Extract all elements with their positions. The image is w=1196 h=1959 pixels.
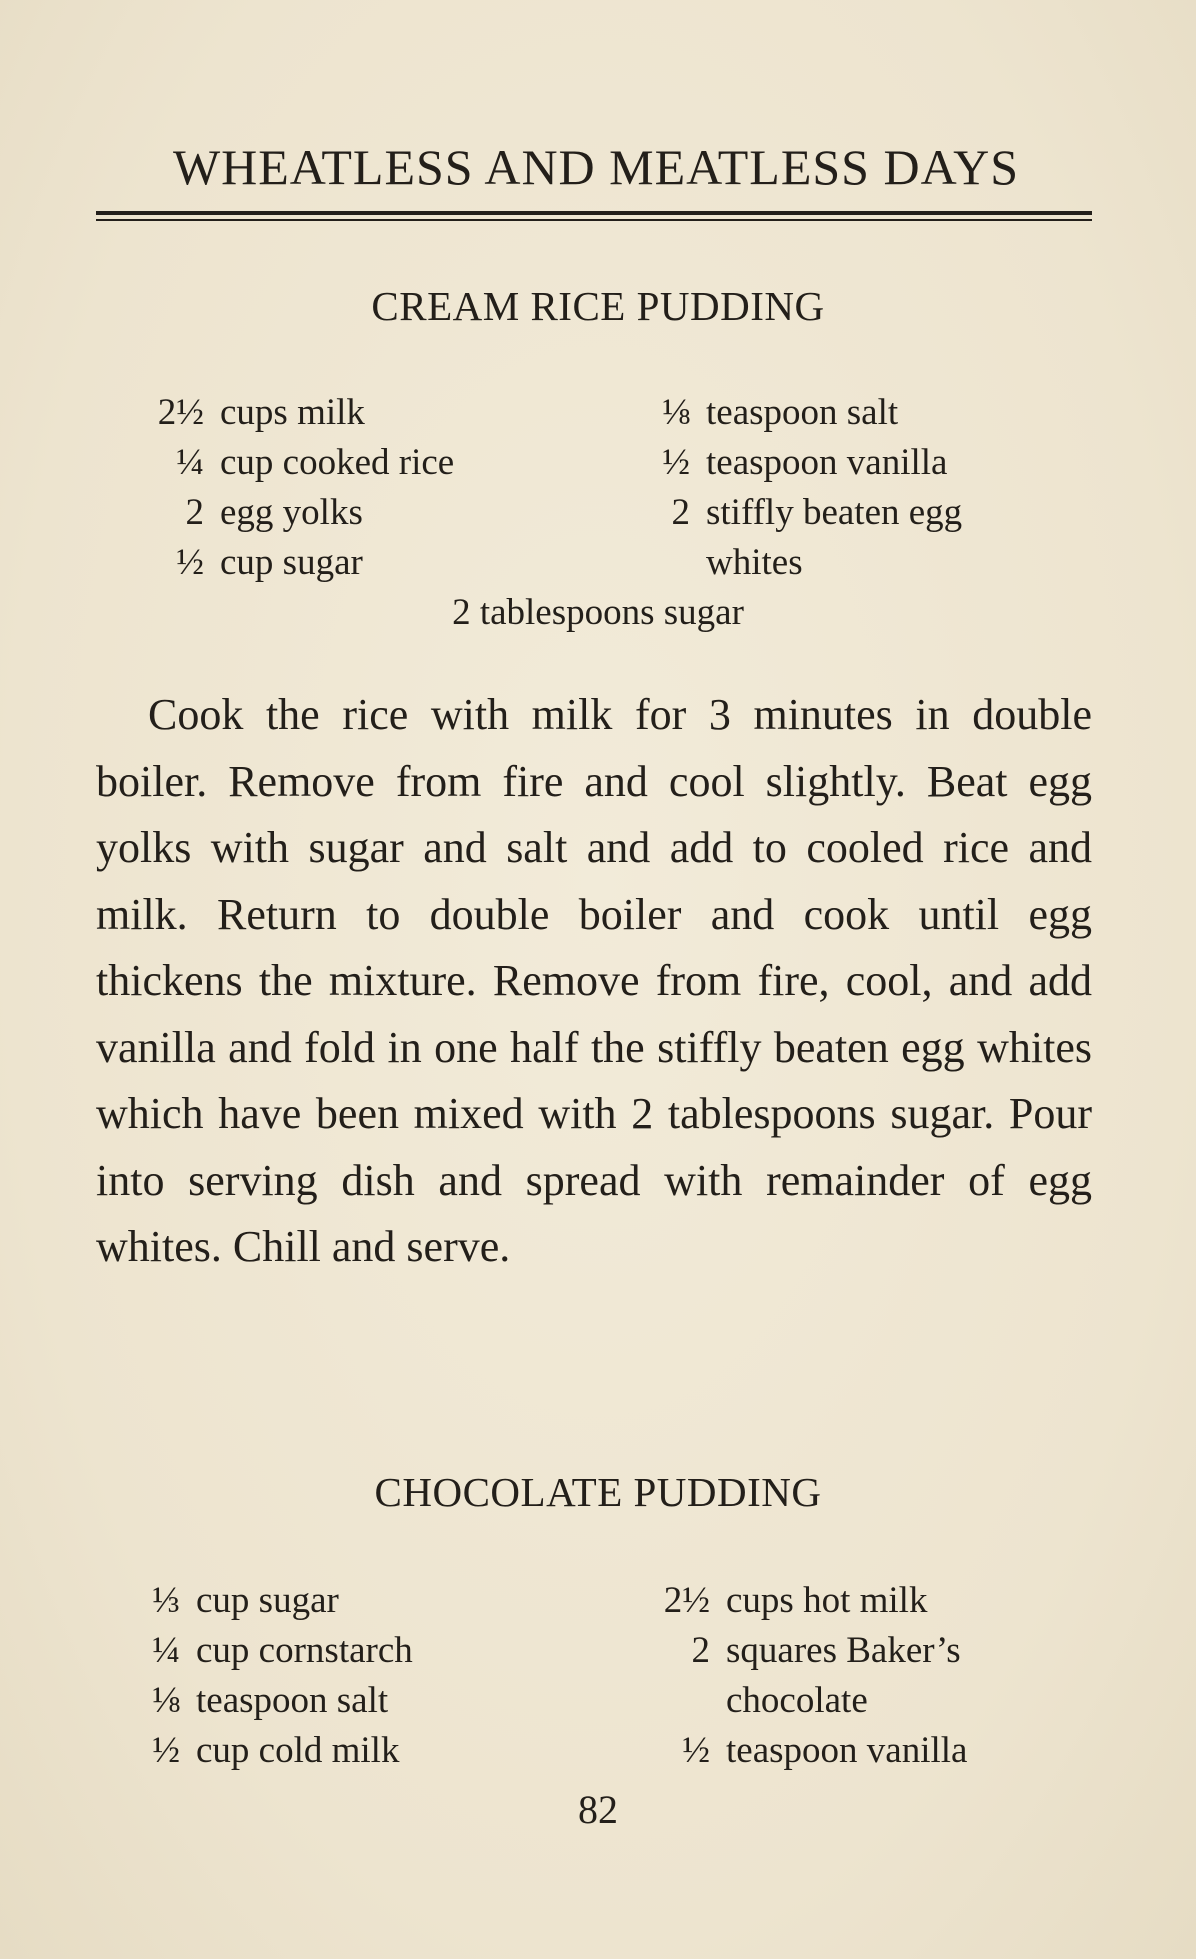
ingredient-text: cups hot milk: [726, 1580, 928, 1621]
ingredient-text: cup sugar: [220, 542, 363, 583]
ingredient-text: cup cold milk: [196, 1730, 400, 1771]
recipe-method: [96, 682, 1092, 1281]
ingredient-qty: 2½: [157, 392, 204, 433]
ingredient: [640, 1576, 927, 1626]
ingredient-text: egg yolks: [220, 492, 363, 533]
ingredient-text: cup cornstarch: [196, 1630, 413, 1671]
recipe-title-chocolate-pudding: CHOCOLATE PUDDING: [374, 1469, 822, 1515]
recipe-title-cream-rice-pudding: CREAM RICE PUDDING: [371, 283, 825, 329]
ingredient-text: teaspoon vanilla: [726, 1730, 968, 1771]
ingredient-text: squares Baker’s: [726, 1630, 961, 1671]
header-rule-thin: [96, 219, 1092, 221]
ingredient-qty: ½: [176, 542, 204, 583]
ingredient-qty: ½: [152, 1730, 180, 1771]
ingredient-qty: 2: [671, 492, 690, 533]
ingredient-text: chocolate: [726, 1680, 868, 1721]
ingredient: [620, 388, 898, 438]
ingredient-text: teaspoon salt: [706, 392, 899, 433]
ingredient: [134, 438, 454, 488]
ingredient: [640, 1726, 967, 1776]
ingredient: [134, 388, 365, 438]
ingredient-text: teaspoon salt: [196, 1680, 389, 1721]
ingredient: [134, 488, 363, 538]
ingredient-qty: 2: [185, 492, 204, 533]
header-rule-thick: [96, 211, 1092, 215]
ingredient: [640, 1626, 961, 1676]
ingredient: [620, 438, 947, 488]
ingredient-centered: 2 tablespoons sugar: [452, 592, 744, 633]
ingredient: [134, 538, 363, 588]
page-number: 82: [578, 1787, 618, 1832]
ingredient-qty: 2½: [663, 1580, 710, 1621]
ingredient-text: teaspoon vanilla: [706, 442, 948, 483]
ingredient: [640, 1676, 868, 1726]
ingredient-qty: 2: [691, 1630, 710, 1671]
ingredient: [110, 1626, 413, 1676]
ingredient: [620, 538, 803, 588]
ingredient-text: stiffly beaten egg: [706, 492, 963, 533]
ingredient-qty: ¼: [176, 442, 204, 483]
ingredient-qty: ⅓: [152, 1580, 180, 1621]
ingredient-text: cup sugar: [196, 1580, 339, 1621]
ingredient-qty: ¼: [152, 1630, 180, 1671]
ingredient-qty: ⅛: [152, 1680, 180, 1721]
ingredient-qty: ½: [662, 442, 690, 483]
ingredient: [110, 1726, 399, 1776]
ingredient-qty: ½: [682, 1730, 710, 1771]
ingredient-text: cups milk: [220, 392, 365, 433]
method-text: Cook the rice with milk for 3 minutes in double boiler. Remove from fire and cool slightly. Beat egg yolks with sugar and salt and add to cooled rice and milk. Return to double boiler and cook until egg thickens the mixture. Remove from fire, cool, and add vanilla and fold in one half the stiffly beaten egg whites which have been mixed with 2 tablespoons sugar. Pour into serving dish and spread with remainder of egg whites. Chill and serve.: [96, 690, 1092, 1271]
running-head: WHEATLESS AND MEATLESS DAYS: [172, 139, 1020, 195]
ingredient: [620, 488, 962, 538]
ingredient-text: cup cooked rice: [220, 442, 455, 483]
ingredient: [110, 1576, 339, 1626]
ingredient: [110, 1676, 388, 1726]
ingredient-text: whites: [706, 542, 803, 583]
ingredient-qty: ⅛: [662, 392, 690, 433]
